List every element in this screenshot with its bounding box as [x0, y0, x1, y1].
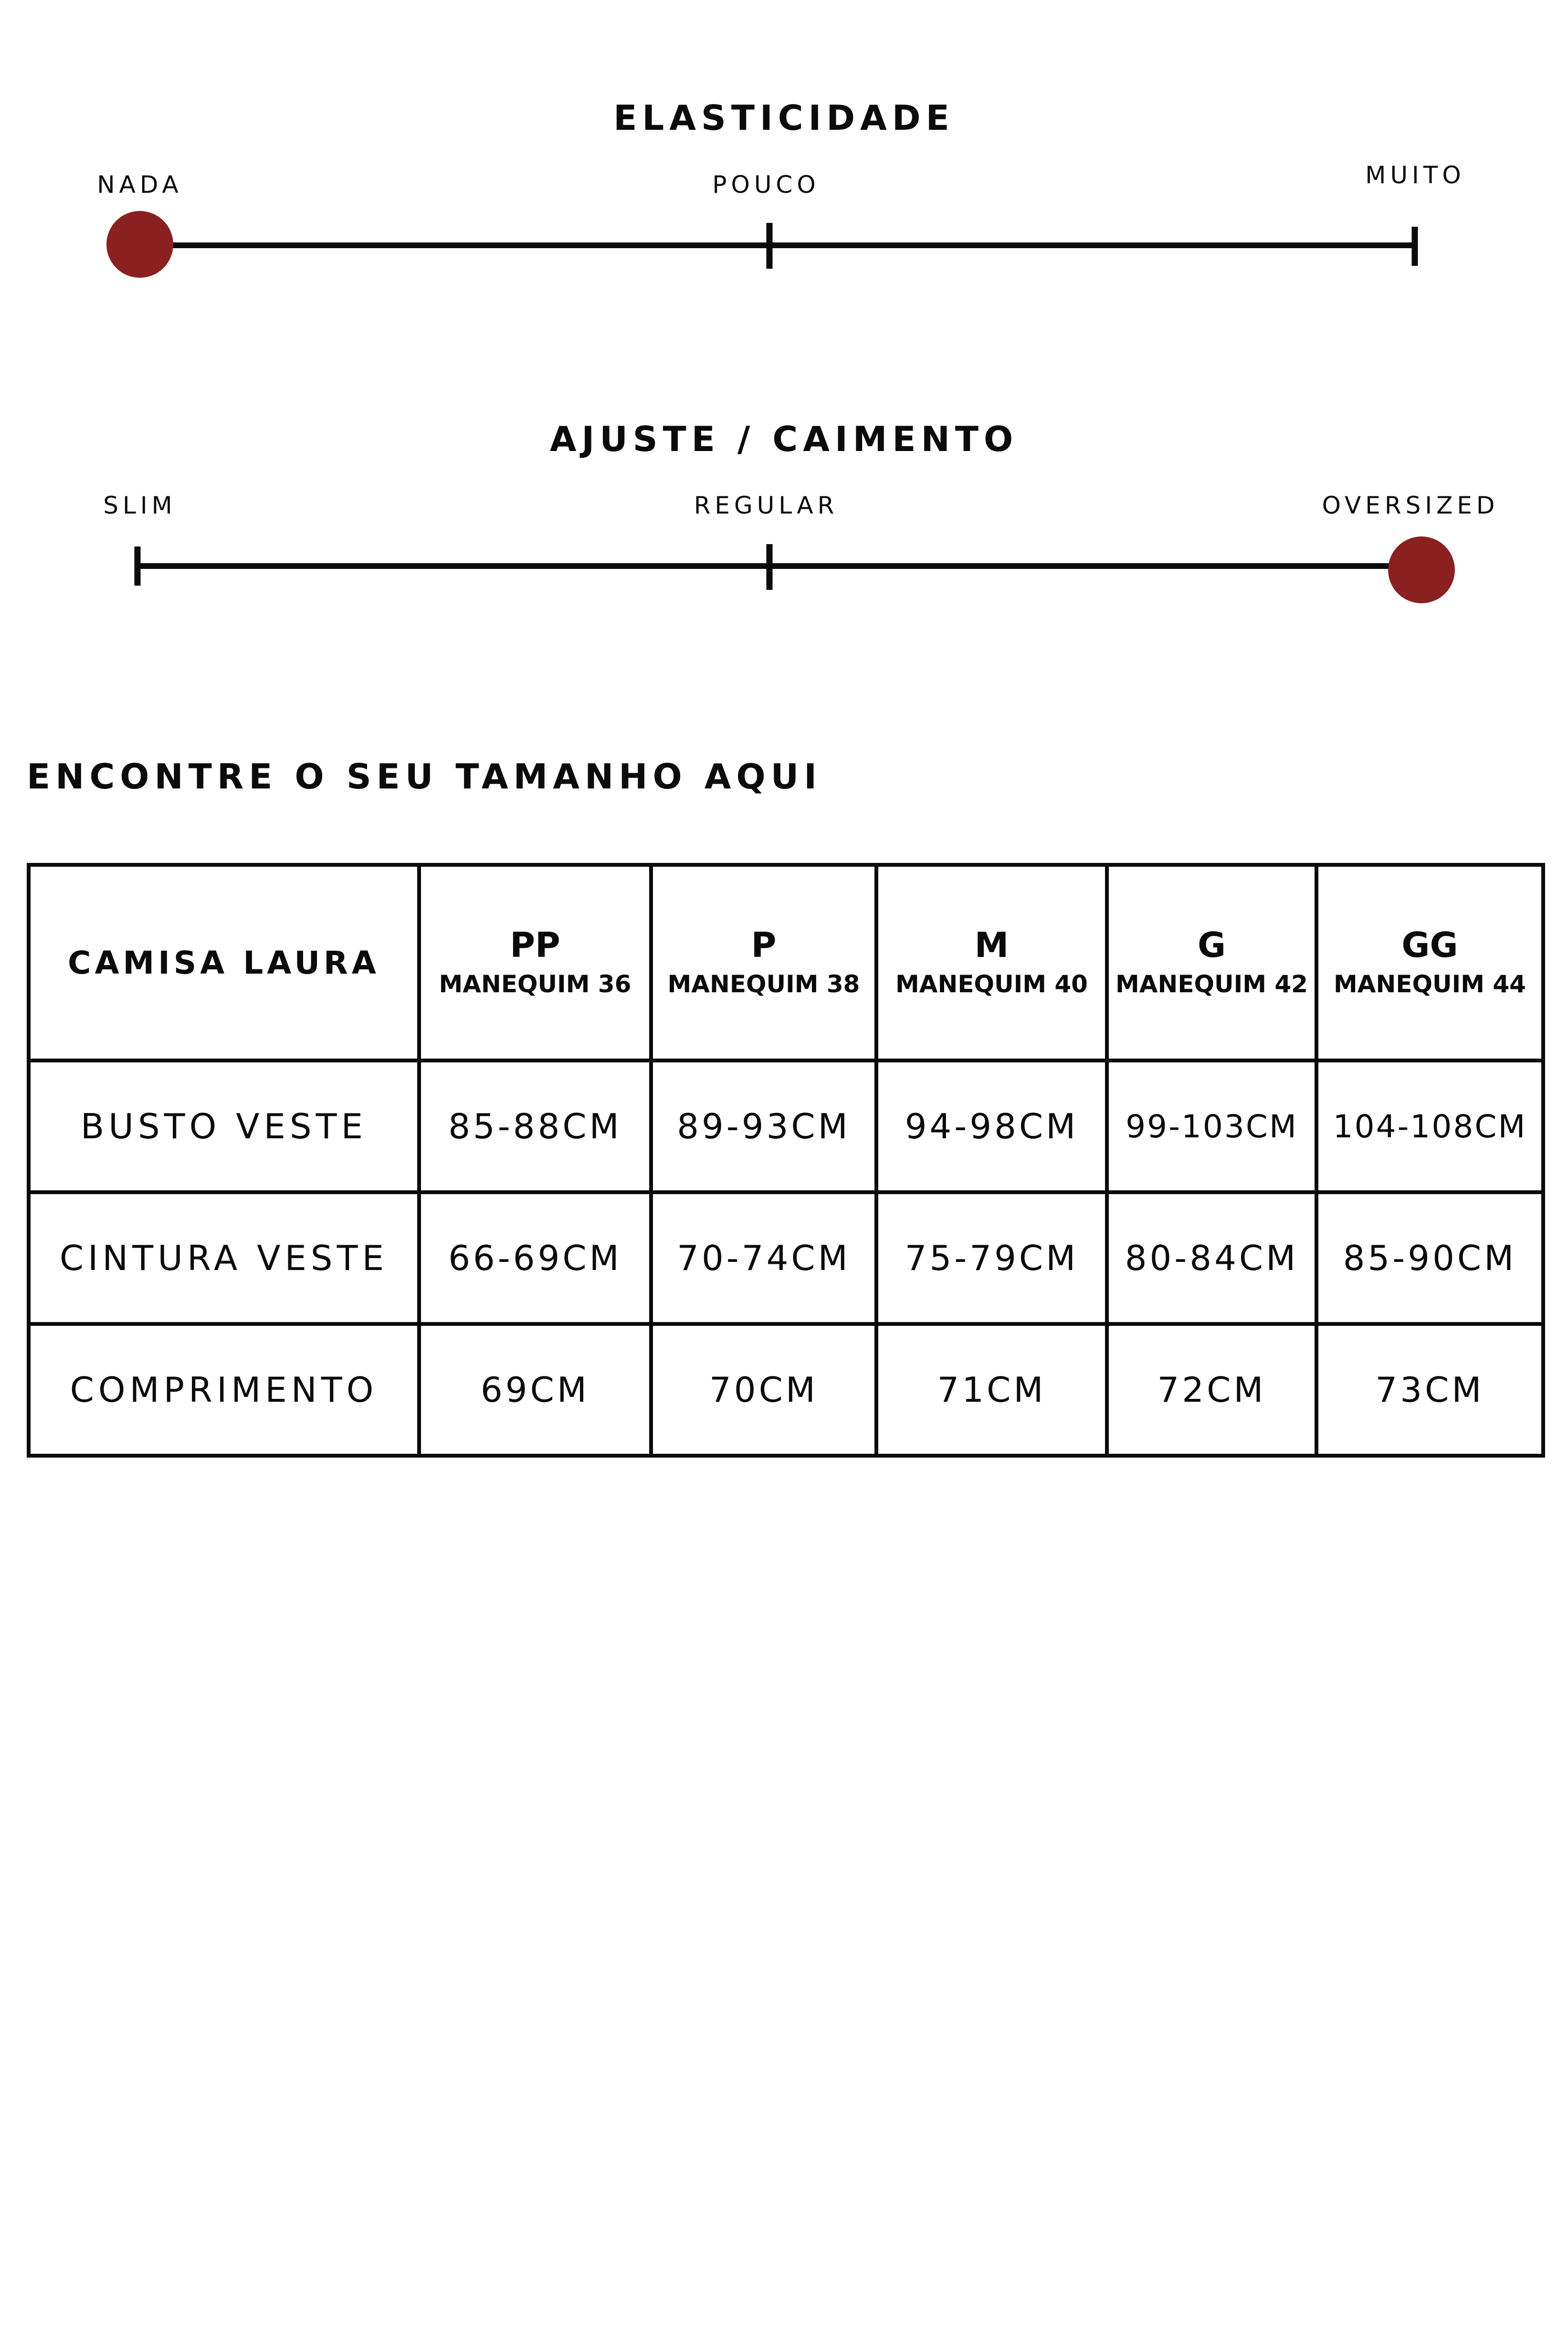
size-code: M	[974, 925, 1009, 966]
row-label: BUSTO VESTE	[29, 1060, 419, 1192]
product-name-cell	[29, 865, 419, 1060]
table-row-cintura	[29, 1192, 1543, 1324]
elasticity-tick-end	[1412, 227, 1418, 266]
row-label: COMPRIMENTO	[29, 1324, 419, 1456]
size-column-m	[876, 865, 1107, 1060]
fit-tick-middle	[767, 544, 773, 590]
fit-title: AJUSTE / CAIMENTO	[549, 419, 1019, 459]
table-row-comprimento	[29, 1324, 1543, 1456]
size-mannequin: MANEQUIM 44	[1334, 970, 1526, 998]
table-cell: 85-88CM	[419, 1060, 651, 1192]
table-cell: 99-103CM	[1107, 1060, 1316, 1192]
size-mannequin: MANEQUIM 42	[1115, 970, 1308, 998]
size-column-gg	[1316, 865, 1543, 1060]
table-cell: 85-90CM	[1316, 1192, 1543, 1324]
elasticity-title: ELASTICIDADE	[613, 98, 955, 138]
table-cell: 72CM	[1107, 1324, 1316, 1456]
table-cell: 70-74CM	[651, 1192, 876, 1324]
fit-label-slim: SLIM	[103, 492, 177, 519]
product-name: CAMISA LAURA	[68, 944, 380, 981]
table-cell: 73CM	[1316, 1324, 1543, 1456]
size-code: P	[751, 925, 777, 966]
table-cell: 71CM	[876, 1324, 1107, 1456]
size-mannequin: MANEQUIM 38	[667, 970, 860, 998]
size-table-header-row	[29, 865, 1543, 1060]
fit-scale-line	[137, 563, 1421, 569]
table-cell: 70CM	[651, 1324, 876, 1456]
table-cell: 69CM	[419, 1324, 651, 1456]
size-column-g	[1107, 865, 1316, 1060]
size-mannequin: MANEQUIM 36	[439, 970, 631, 998]
size-column-p	[651, 865, 876, 1060]
table-cell: 89-93CM	[651, 1060, 876, 1192]
table-cell: 66-69CM	[419, 1192, 651, 1324]
fit-marker-dot	[1388, 536, 1455, 603]
table-row-busto	[29, 1060, 1543, 1192]
size-table	[27, 863, 1545, 1458]
table-cell: 94-98CM	[876, 1060, 1107, 1192]
elasticity-tick-middle	[767, 223, 773, 269]
elasticity-scale-line	[138, 242, 1418, 248]
size-code: PP	[510, 925, 560, 966]
table-cell: 80-84CM	[1107, 1192, 1316, 1324]
elasticity-label-muito: MUITO	[1365, 161, 1465, 189]
size-code: G	[1197, 925, 1226, 966]
size-mannequin: MANEQUIM 40	[895, 970, 1088, 998]
row-label: CINTURA VESTE	[29, 1192, 419, 1324]
fit-label-regular: REGULAR	[694, 492, 839, 519]
size-code: GG	[1401, 925, 1458, 966]
elasticity-label-pouco: POUCO	[712, 171, 820, 199]
elasticity-label-nada: NADA	[97, 171, 183, 199]
fit-tick-start	[135, 546, 141, 586]
elasticity-marker-dot	[106, 211, 173, 278]
size-column-pp	[419, 865, 651, 1060]
table-cell: 104-108CM	[1316, 1060, 1543, 1192]
table-cell: 75-79CM	[876, 1192, 1107, 1324]
size-section-title: ENCONTRE O SEU TAMANHO AQUI	[27, 756, 822, 797]
fit-label-oversized: OVERSIZED	[1322, 492, 1499, 519]
